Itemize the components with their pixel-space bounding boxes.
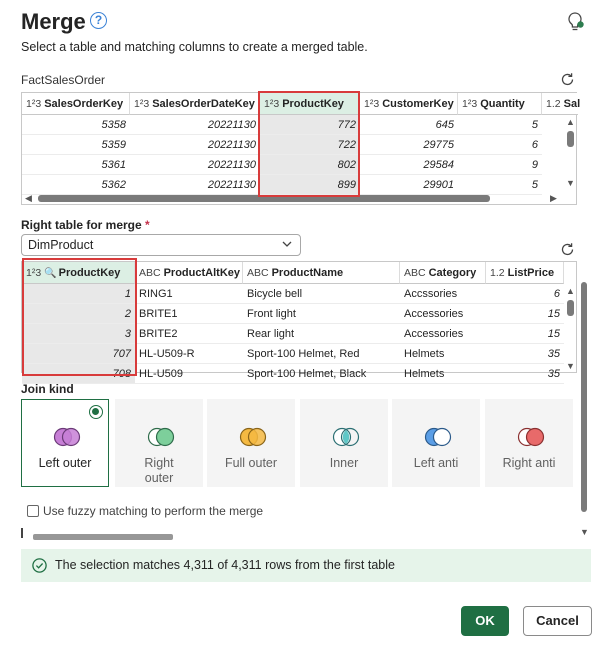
join-option-label: Inner xyxy=(329,456,359,470)
table-cell: 3 xyxy=(22,324,135,344)
selected-column-highlight xyxy=(22,258,137,376)
status-banner xyxy=(21,549,591,582)
table-cell: BRITE2 xyxy=(135,324,243,344)
cancel-button[interactable]: Cancel xyxy=(523,606,592,636)
dialog-title: Merge xyxy=(21,9,86,34)
table-cell: 15 xyxy=(486,304,564,324)
right-anti-venn-icon xyxy=(517,427,545,447)
scroll-up-arrow-icon[interactable]: ▲ xyxy=(566,117,575,127)
table-cell: Front light xyxy=(243,304,400,324)
vertical-scrollbar[interactable] xyxy=(564,115,576,191)
join-option-right-outer[interactable] xyxy=(115,399,203,487)
table-cell: HL-U509 xyxy=(135,364,243,384)
column-header-salesorderdatekey[interactable]: 1²3 SalesOrderDateKey xyxy=(130,93,260,115)
table-cell: 20221130 xyxy=(130,155,260,175)
table-cell: 35 xyxy=(486,364,564,384)
join-option-right-anti[interactable] xyxy=(485,399,573,487)
table-cell: 6 xyxy=(486,284,564,304)
join-option-label: Full outer xyxy=(224,456,278,470)
full-outer-venn-icon xyxy=(239,427,267,447)
join-option-full-outer[interactable] xyxy=(207,399,295,487)
help-icon[interactable]: ? xyxy=(90,12,107,29)
table-cell: 15 xyxy=(486,324,564,344)
chevron-down-icon xyxy=(282,239,292,249)
join-option-inner[interactable] xyxy=(300,399,388,487)
table-cell: 722 xyxy=(260,135,360,155)
table-cell: HL-U509-R xyxy=(135,344,243,364)
refresh-icon[interactable] xyxy=(559,241,576,258)
table-cell: Sport-100 Helmet, Black xyxy=(243,364,400,384)
table-cell: 2 xyxy=(22,304,135,324)
vertical-scrollbar[interactable] xyxy=(578,282,590,538)
left-outer-venn-icon xyxy=(53,427,81,447)
scrollbar-thumb[interactable] xyxy=(567,131,574,147)
table-cell: 20221130 xyxy=(130,115,260,135)
table-cell: 5362 xyxy=(22,175,130,195)
scroll-down-arrow-icon[interactable]: ▼ xyxy=(580,527,589,537)
column-header-productname[interactable]: ABC ProductName xyxy=(243,262,400,284)
table-cell: Accessories xyxy=(400,304,486,324)
right-table-selected: DimProduct xyxy=(28,238,94,252)
table-cell: 1 xyxy=(22,284,135,304)
table-cell: 5361 xyxy=(22,155,130,175)
table-cell: Bicycle bell xyxy=(243,284,400,304)
column-header-quantity[interactable]: 1²3 Quantity xyxy=(458,93,542,115)
join-option-left-anti[interactable] xyxy=(392,399,480,487)
table-cell: 9 xyxy=(458,155,542,175)
scrollbar-thumb[interactable] xyxy=(567,300,574,316)
refresh-icon[interactable] xyxy=(559,71,576,88)
table-cell: BRITE1 xyxy=(135,304,243,324)
column-header-sal[interactable]: 1.2 Sal xyxy=(542,93,578,115)
column-header-productkey[interactable]: 1²3 ProductKey xyxy=(260,93,360,115)
collapsed-section-peek xyxy=(21,532,581,540)
table-cell: 645 xyxy=(360,115,458,135)
table-cell: 6 xyxy=(458,135,542,155)
fuzzy-matching-checkbox[interactable] xyxy=(27,505,39,517)
table-cell: 5358 xyxy=(22,115,130,135)
scroll-down-arrow-icon[interactable]: ▼ xyxy=(566,361,575,371)
fuzzy-matching-label: Use fuzzy matching to perform the merge xyxy=(43,504,264,518)
join-option-label: Right outer xyxy=(144,456,174,485)
scroll-down-arrow-icon[interactable]: ▼ xyxy=(566,178,575,188)
right-outer-venn-icon xyxy=(147,427,175,447)
join-option-label: Left outer xyxy=(38,456,92,470)
table-cell: 20221130 xyxy=(130,135,260,155)
column-header-productaltkey[interactable]: ABC ProductAltKey xyxy=(135,262,243,284)
table-cell: 5359 xyxy=(22,135,130,155)
column-header-productkey[interactable]: 1²3 🔍 ProductKey xyxy=(22,262,135,284)
table-cell: Sport-100 Helmet, Red xyxy=(243,344,400,364)
table-cell: 802 xyxy=(260,155,360,175)
ok-button[interactable]: OK xyxy=(461,606,509,636)
key-icon: 🔍 xyxy=(44,268,57,279)
check-circle-icon xyxy=(32,558,47,573)
column-header-customerkey[interactable]: 1²3 CustomerKey xyxy=(360,93,458,115)
scroll-left-arrow-icon[interactable]: ◀ xyxy=(25,193,32,203)
table-cell: 5 xyxy=(458,175,542,195)
fuzzy-matching-option[interactable] xyxy=(27,504,263,518)
left-table-name: FactSalesOrder xyxy=(21,73,106,87)
right-table-label: Right table for merge * xyxy=(21,218,150,232)
right-table-dropdown[interactable] xyxy=(21,234,301,256)
left-anti-venn-icon xyxy=(424,427,452,447)
table-cell: 29584 xyxy=(360,155,458,175)
vertical-scrollbar[interactable] xyxy=(564,284,576,374)
table-cell: 29775 xyxy=(360,135,458,155)
table-cell: Accssories xyxy=(400,284,486,304)
join-option-label: Left anti xyxy=(413,456,459,470)
lightbulb-icon[interactable] xyxy=(566,11,584,33)
column-header-listprice[interactable]: 1.2 ListPrice xyxy=(486,262,564,284)
selected-check-icon xyxy=(89,405,103,419)
table-cell: 899 xyxy=(260,175,360,195)
table-cell: RING1 xyxy=(135,284,243,304)
table-cell: 707 xyxy=(22,344,135,364)
table-cell: 35 xyxy=(486,344,564,364)
table-cell: Helmets xyxy=(400,344,486,364)
table-cell: Rear light xyxy=(243,324,400,344)
table-cell: 29901 xyxy=(360,175,458,195)
join-option-label: Right anti xyxy=(502,456,556,470)
table-cell: 5 xyxy=(458,115,542,135)
scroll-up-arrow-icon[interactable]: ▲ xyxy=(566,286,575,296)
column-header-category[interactable]: ABC Category xyxy=(400,262,486,284)
table-cell: Accessories xyxy=(400,324,486,344)
table-cell: 772 xyxy=(260,115,360,135)
selected-column-highlight xyxy=(258,91,360,197)
scroll-right-arrow-icon[interactable]: ▶ xyxy=(550,193,557,203)
dialog-subtitle: Select a table and matching columns to create a merged table. xyxy=(21,40,368,54)
join-option-left-outer[interactable] xyxy=(21,399,109,487)
inner-venn-icon xyxy=(332,427,360,447)
table-cell: 20221130 xyxy=(130,175,260,195)
status-message: The selection matches 4,311 of 4,311 rows from the first table xyxy=(55,558,395,572)
column-header-salesorderkey[interactable]: 1²3 SalesOrderKey xyxy=(22,93,130,115)
table-cell: Helmets xyxy=(400,364,486,384)
join-kind-label: Join kind xyxy=(21,382,74,396)
scrollbar-thumb[interactable] xyxy=(581,282,587,512)
table-cell: 708 xyxy=(22,364,135,384)
